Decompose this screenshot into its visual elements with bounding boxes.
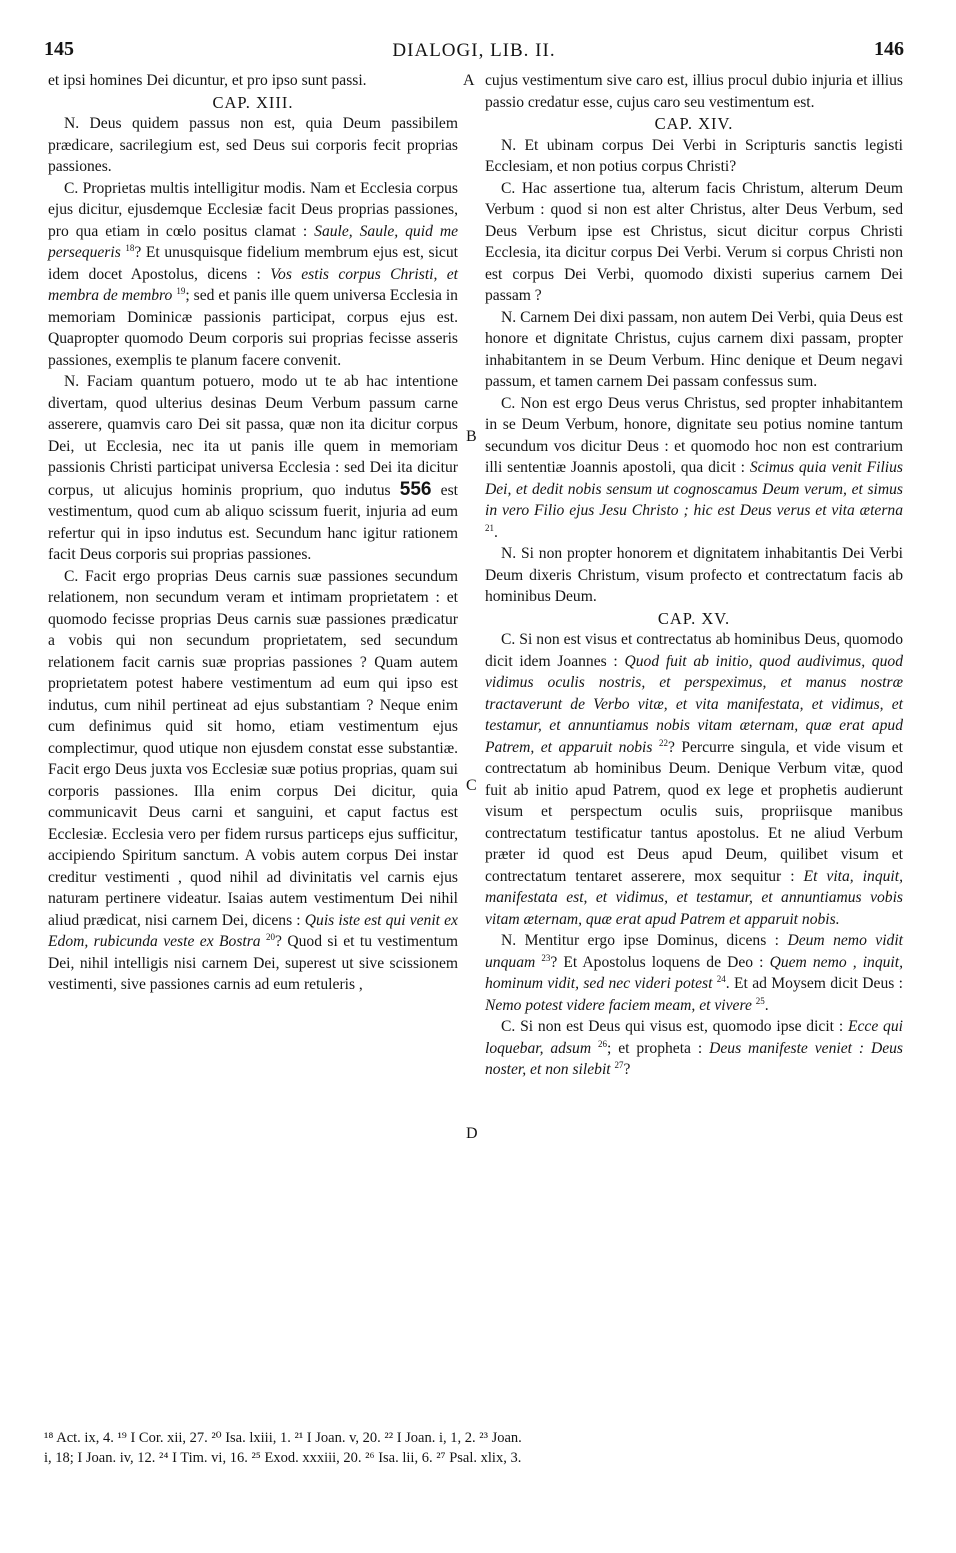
paragraph: C. Hac assertione tua, alterum facis Christum, alterum Deum Verbum : quod si non est alter Christus, alter Deus Verbum, sed Deus Verbum ipse est Christus, sicut dicitur corpus Christi Ecclesia, ita dicitur corpus Dei Verbi. Verum si corpus Christi non est corpus Dei Verbi, quomodo dixisti superius carnem Dei passam ? — [485, 179, 903, 304]
footnote-line: i, 18; I Joan. iv, 12. ²⁴ I Tim. vi, 16. ²⁵ Exod. xxxiii, 20. ²⁶ Isa. lii, 6. ²⁷ Psal. xlix, 3. — [44, 1450, 522, 1466]
right-column — [485, 70, 903, 1081]
margin-marker-c: C — [466, 777, 477, 794]
page-number-right: 146 — [874, 38, 904, 60]
footnote-line: ¹⁸ Act. ix, 4. ¹⁹ I Cor. xii, 27. ²⁰ Isa. lxiii, 1. ²¹ I Joan. v, 20. ²² I Joan. i, 1, 2. ²³ Joan. — [44, 1430, 522, 1446]
chapter-heading-14: CAP. XIV. — [654, 114, 734, 133]
footnotes — [44, 1428, 904, 1468]
margin-marker-b: B — [466, 428, 477, 445]
paragraph: N. Carnem Dei dixi passam, non autem Dei Verbi, quia Deus est honore et dignitate Christus, cujus carnem dixi passam, propter inhabitantem in se Deum Verbum. Hinc denique et Deum negavi passum, et tamen carnem Dei passam confessus sum. — [485, 308, 903, 390]
paragraph: C. Facit ergo proprias Deus carnis suæ passiones secundum relationem, non secundum veram et intimam proprietatem : et quomodo fecisse proprias Deus carnis suæ passiones prædicatur a vobis qui non secundum proprietatem, sed secundum relationem facit carnis suæ proprias passiones ? Quam autem proprietatem potest habere vestimentum ad eum qui ipso est indutus, cum nihil pertineat ad ejus substantiam ? Neque enim cum definimus quid sit homo, etiam vestimentum ejus complectimur, quod utique non ejusdem constat esse substantiæ. Facit ergo Deus juxta vos Ecclesiæ suæ potius proprias, quam sui corporis passiones. Illa enim corpus Dei dicitur, quia communicavit Deus carni et sanguini, et caput factus est Ecclesiæ. Ecclesia vero per fidem rursus particeps ejus sufficitur, accipiendo Spiritum sanctum. A vobis autem corpus Dei instar creditur vestimenti , quod nihil ad divinitatis vel carnis ejus naturam pertinere videatur. Isaias autem vestimentum Dei nihil aliud prædicat, nisi carnem Dei, dicens : Quis iste est qui venit ex Edom, rubicunda veste ex Bostra $^{20}$? Quod si et tu vestimentum Dei, nihil intelligis nisi carnem Dei, superest ut sive scissionem vestimenti, sive passiones carnis ad eum retuleris , — [48, 567, 458, 993]
running-header — [44, 38, 904, 68]
paragraph: C. Non est ergo Deus verus Christus, sed propter inhabitantem in se Deum Verbum, honore, dignitate seu potius nomine tantum secundum vos dicitur Deus : et quomodo hoc non est contrarium illi sententiæ Joannis apostoli, qua dicit : Scimus quia venit Filius Dei, et dedit nobis sensum ut cognoscamus Deum verum, et simus in vero Filio ejus Jesu Christo ; hic est Deus verus et vita æterna $^{21}$. — [485, 394, 903, 541]
chapter-heading-15: CAP. XV. — [657, 608, 731, 628]
paragraph: cujus vestimentum sive caro est, illius procul dubio injuria et illius passio credatur esse, cujus caro seu vestimentum est. — [485, 72, 903, 111]
chapter-heading-13: CAP. XIII. — [212, 92, 294, 112]
paragraph: C. Si non est Deus qui visus est, quomodo ipse dicit : Ecce qui loquebar, adsum $^{26}$; et propheta : Deus manifeste veniet : Deus noster, et non silebit $^{27}$? — [485, 1018, 903, 1078]
running-title: DIALOGI, LIB. II. — [392, 40, 556, 61]
paragraph: N. Et ubinam corpus Dei Verbi in Scripturis sanctis legisti Ecclesiam, et non potius corpus Christi? — [485, 136, 903, 175]
margin-marker-d: D — [466, 1125, 478, 1142]
paragraph: N. Si non propter honorem et dignitatem inhabitantis Dei Verbi Deum dixeris Christum, visum profecto et contrectatum facis ab hominibus Deum. — [485, 545, 903, 605]
paragraph: N. Deus quidem passus non est, quia Deum passibilem prædicare, sacrilegium est, sed Deus sui corporis fecit proprias passiones. — [48, 115, 458, 175]
column-number-556: 556 — [399, 478, 432, 500]
margin-marker-a: A — [463, 72, 475, 89]
paragraph: N. Faciam quantum potuero, modo ut te ab hac intentione divertam, quod ulterius desinas Deum Verbum passum carne asserere, quamvis caro Dei sit passa, quæ non ita dicitur corpus Dei, ut Ecclesia, nec ita ut panis ille quem in memoriam passionis Christi participat universa Ecclesia : sed Dei ita dicitur corpus, ut alicujus hominis proprium, quo indutus 556 est vestimentum, quod cum ab aliquo scissum fuerit, injuria ad eum refertur qui in ipso indutus est. Secundum hanc igitur rationem facit Deus corporis sui proprias passiones. — [48, 373, 458, 563]
paragraph: N. Mentitur ergo ipse Dominus, dicens : Deum nemo vidit unquam $^{23}$? Et Apostolus loquens de Deo : Quem nemo , inquit, hominum vidit, sed nec videri potest $^{24}$. Et ad Moysem dicit Deus : Nemo potest videre faciem meam, et vivere $^{25}$. — [485, 932, 903, 1014]
paragraph: C. Proprietas multis intelligitur modis. Nam et Ecclesia corpus ejus dicitur, ejusdemque Ecclesiæ facit Deus proprias passiones, pro qua etiam in cœlo positus clamat : Saule, Saule, quid me persequeris $^{18}$? Et unusquisque fidelium membrum ejus est, sicut idem docet Apostolus, dicens : Vos estis corpus Christi, et membra de membro $^{19}$; sed et panis ille quem universa Ecclesia in memoriam Dominicæ passionis participat, corpus ejus est. Quapropter quomodo Deum corporis sui proprias fecisse asseris passiones, exemplis te planum facere convenit. — [48, 179, 459, 369]
page-number-left: 145 — [44, 38, 74, 60]
paragraph: C. Si non est visus et contrectatus ab hominibus Deus, quomodo dicit idem Joannes : Quod fuit ab initio, quod audivimus, quod vidimus oculis nostris, et perspeximus, et manus nostræ tractaverunt de Verbo vitæ, et vita manifestata, et vidimus, et testamur, et annuntiamus nobis vitam æternam, quæ erat apud Patrem, et apparuit nobis $^{22}$? Percurre singula, et vide visum et contrectatum ab hominibus Deum. Denique Verbum vitæ, quod fuit ab initio apud Patrem, quod ex lege et prophetis audierunt visum et perspectum oculis suis, propriisque manibus contrectatum testificatur tantus apostolus. Et ne aliud Verbum præter id quod est Deus apud Deum, quilibet visum et contrectatum tentaret asserere, mox sequitur : Et vita, inquit, manifestata est, et vidimus, et testamur, et annuntiamus vobis vitam æternam, quæ erat apud Patrem et apparuit nobis. — [485, 631, 903, 928]
left-column — [48, 70, 458, 996]
paragraph: et ipsi homines Dei dicuntur, et pro ipso sunt passi. — [48, 72, 367, 89]
